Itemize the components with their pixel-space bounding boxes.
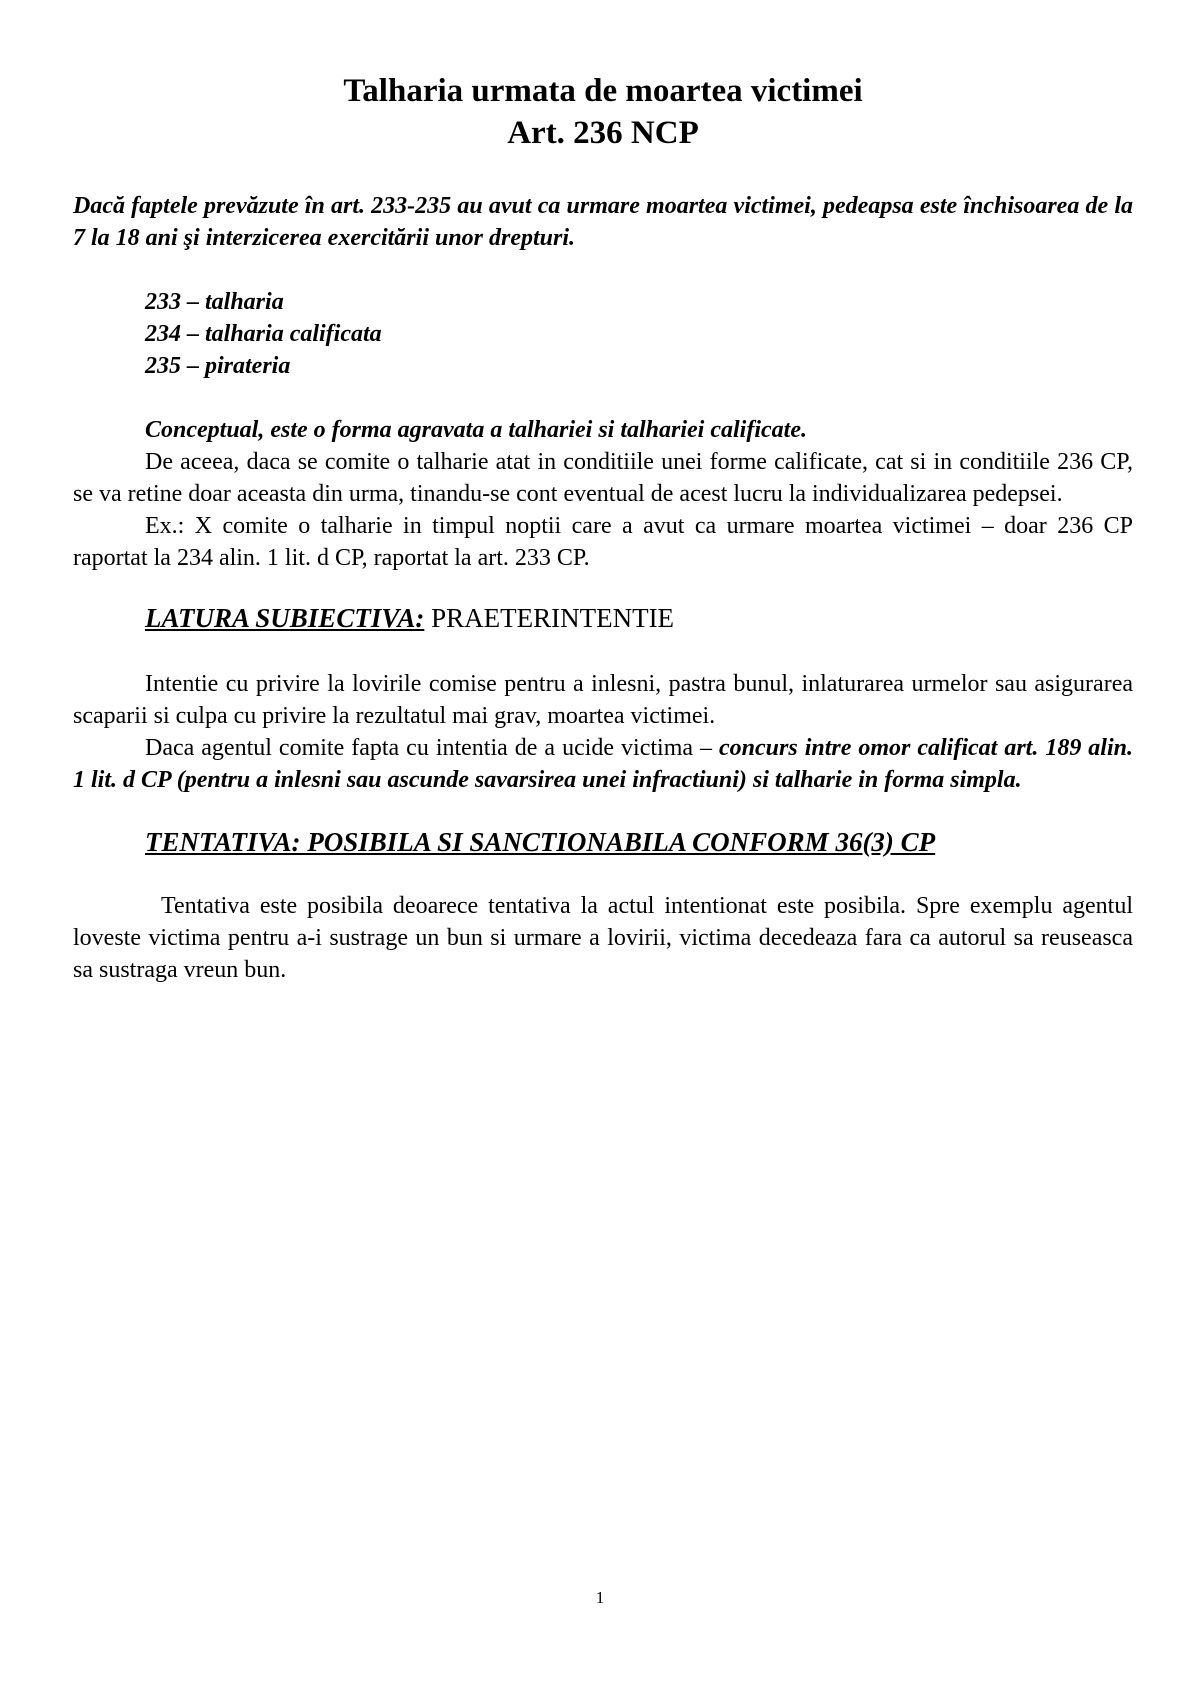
section-heading-subiectiva [73,600,1133,636]
paragraph-normal-text: Daca agentul comite fapta cu intentia de a ucide victima – [145,735,720,761]
list-item: 235 – pirateria [145,353,291,379]
conceptual-paragraph: Conceptual, este o forma agravata a talhariei si talhariei calificate. [145,417,807,443]
document-title [73,70,1133,154]
page-number: 1 [595,1588,605,1607]
paragraph-de-aceea: De aceea, daca se comite o talharie atat in conditiile unei forme calificate, cat si in conditiile 236 CP, se va retine doar aceasta din urma, tinandu-se cont eventual de acest lucru la individualizarea pedepsei. [73,449,1133,507]
paragraph-example: Ex.: X comite o talharie in timpul noptii care a avut ca urmare moartea victimei – doar 236 CP raportat la 234 alin. 1 lit. d CP, raportat la art. 233 CP. [73,513,1133,571]
paragraph-emphasis-text: concurs intre omor calificat art. 189 alin. 1 lit. d CP (pentru a inlesni sau ascunde savarsirea unei infractiuni) si talharie in forma simpla. [73,735,1133,793]
title-line-1: Talharia urmata de moartea victimei [343,73,863,109]
section-heading-value: PRAETERINTENTIE [424,603,675,633]
list-item: 234 – talharia calificata [145,321,382,347]
paragraph-tentativa: Tentativa este posibila deoarece tentativa la actul intentionat este posibila. Spre exemplu agentul loveste victima pentru a-i sustrage un bun si urmare a lovirii, victima decedeaza fara ca autorul sa reuseasca sa sustraga vreun bun. [73,893,1133,983]
document-page [73,70,1133,986]
article-list [73,286,1133,382]
law-text-intro: Dacă faptele prevăzute în art. 233-235 au avut ca urmare moartea victimei, pedeapsa este închisoarea de la 7 la 18 ani şi interzicerea exercitării unor drepturi. [73,193,1133,251]
title-line-2: Art. 236 NCP [507,115,699,151]
list-item: 233 – talharia [145,289,284,315]
paragraph-daca-agentul [73,732,1133,796]
section-heading-label: LATURA SUBIECTIVA: [145,603,425,633]
paragraph-intentie: Intentie cu privire la lovirile comise pentru a inlesni, pastra bunul, inlaturarea urmelor sau asigurarea scaparii si culpa cu privire la rezultatul mai grav, moartea victimei. [73,671,1133,729]
section-heading-tentativa: TENTATIVA: POSIBILA SI SANCTIONABILA CONFORM 36(3) CP [145,827,936,857]
